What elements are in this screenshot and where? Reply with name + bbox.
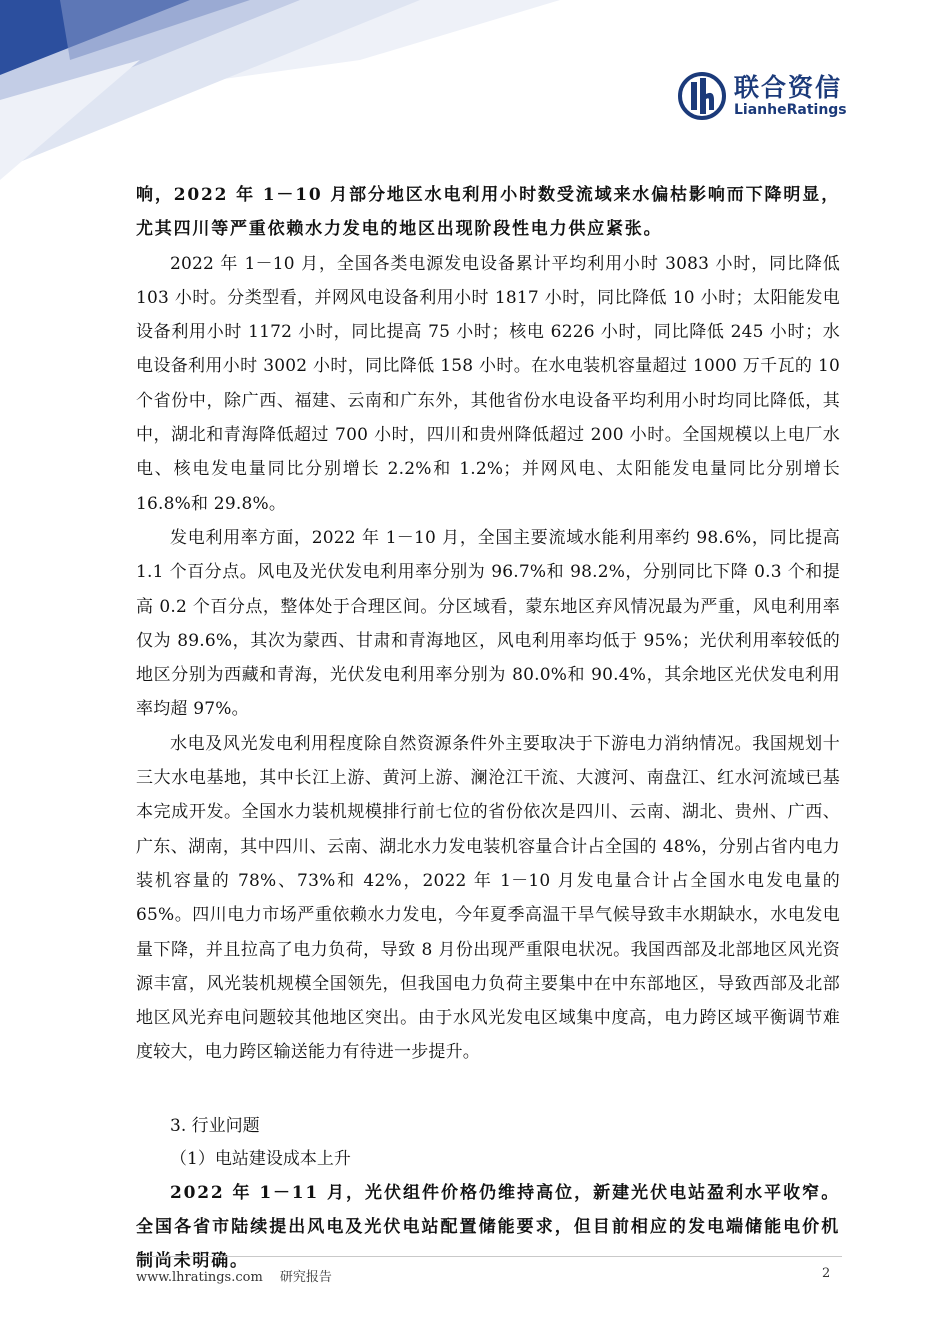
- section-heading: 3. 行业问题: [170, 1115, 260, 1136]
- footer-website: www.lhratings.com 研究报告: [136, 1270, 332, 1285]
- subsection-heading: （1）电站建设成本上升: [170, 1148, 351, 1169]
- paragraph-utilization-hours: 2022 年 1－10 月，全国各类电源发电设备累计平均利用小时 3083 小时，同比降低 103 小时。分类型看，并网风电设备利用小时 1817 小时，同比降低 10 小时；太阳能发电设备利用小时 1172 小时，同比提高 75 小时；核电 6226 小时，同比降低 245 小时；水电设备利用小时 3002 小时，同比降低 158 小时。在水电装机容量超过 1000 万千瓦的 10 个省份中，除广西、福建、云南和广东外，其他省份水电设备平均利用小时均同比降低，其中，湖北和青海降低超过 700 小时，四川和贵州降低超过 200 小时。全国规模以上电厂水电、核电发电量同比分别增长 2.2%和 1.2%；并网风电、太阳能发电量同比分别增长 16.8%和 29.8%。: [136, 253, 840, 514]
- company-logo: [678, 66, 848, 130]
- report-body: [136, 178, 840, 1279]
- page-number: 2: [822, 1266, 831, 1281]
- spacer: [136, 1070, 840, 1110]
- lianhe-logo-icon: [678, 72, 726, 120]
- header-corner-decoration: [0, 0, 560, 190]
- logo-chinese-name: 联合资信: [734, 73, 843, 102]
- paragraph-construction-cost: 2022 年 1－11 月，光伏组件价格仍维持高位，新建光伏电站盈利水平收窄。全国各省市陆续提出风电及光伏电站配置储能要求，但目前相应的发电端储能电价机制尚未明确。: [136, 1182, 840, 1272]
- paragraph-consumption: 水电及风光发电利用程度除自然资源条件外主要取决于下游电力消纳情况。我国规划十三大水电基地，其中长江上游、黄河上游、澜沧江干流、大渡河、南盘江、红水河流域已基本完成开发。全国水力装机规模排行前七位的省份依次是四川、云南、湖北、贵州、广西、广东、湖南，其中四川、云南、湖北水力发电装机容量合计占全国的 48%，分别占省内电力装机容量的 78%、73%和 42%，2022 年 1－10 月发电量合计占全国水电发电量的 65%。四川电力市场严重依赖水力发电，今年夏季高温干旱气候导致丰水期缺水，水电发电量下降，并且拉高了电力负荷，导致 8 月份出现严重限电状况。我国西部及北部地区风光资源丰富，风光装机规模全国领先，但我国电力负荷主要集中在中东部地区，导致西部及北部地区风光弃电问题较其他地区突出。由于水风光发电区域集中度高，电力跨区域平衡调节难度较大，电力跨区输送能力有待进一步提升。: [136, 733, 840, 1063]
- paragraph-continued: 响，2022 年 1－10 月部分地区水电利用小时数受流域来水偏枯影响而下降明显，尤其四川等严重依赖水力发电的地区出现阶段性电力供应紧张。: [136, 185, 840, 240]
- logo-english-name: LianheRatings: [734, 102, 847, 118]
- paragraph-utilization-rate: 发电利用率方面，2022 年 1－10 月，全国主要流域水能利用率约 98.6%，同比提高 1.1 个百分点。风电及光伏发电利用率分别为 96.7%和 98.2%，分别同比下降 0.3 个和提高 0.2 个百分点，整体处于合理区间。分区域看，蒙东地区弃风情况最为严重，风电利用率仅为 89.6%，其次为蒙西、甘肃和青海地区，风电利用率均低于 95%；光伏利用率较低的地区分别为西藏和青海，光伏发电利用率分别为 80.0%和 90.4%，其余地区光伏发电利用率均超 97%。: [136, 527, 840, 720]
- footer-divider: [136, 1256, 842, 1257]
